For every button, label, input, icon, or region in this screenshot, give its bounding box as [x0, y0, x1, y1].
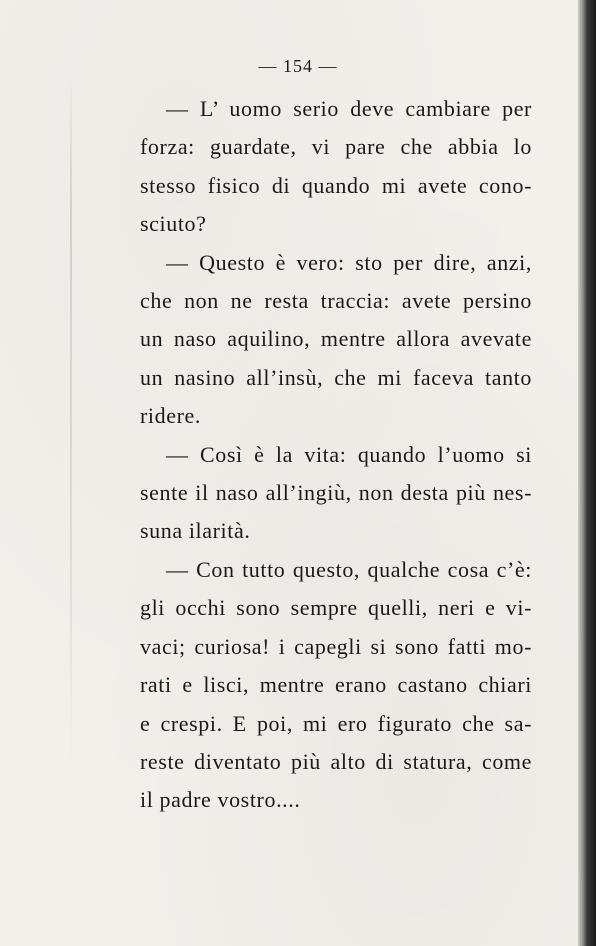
text-line: — L’ uomo serio deve cambiare per: [166, 96, 532, 121]
text-line: e crespi. E poi, mi ero figurato che sa-: [140, 710, 532, 736]
page-number: — 154 —: [258, 56, 338, 76]
text-line: — Con tutto questo, qualche cosa c’è:: [166, 556, 532, 582]
text-line: un nasino all’insù, che mi faceva tanto: [140, 364, 532, 390]
text-line: rati e lisci, mentre erano castano chiari: [140, 672, 532, 698]
text-line: forza: guardate, vi pare che abbia lo: [140, 134, 532, 160]
text-line: sente il naso all’ingiù, non desta più nes-: [140, 480, 532, 506]
text-line: vaci; curiosa! i capegli si sono fatti mo-: [140, 633, 532, 659]
body-text: [140, 90, 532, 820]
text-line: reste diventato più alto di statura, come: [140, 748, 532, 774]
text-line: suna ilarità.: [140, 518, 251, 544]
text-line: ridere.: [140, 403, 201, 429]
text-line: un naso aquilino, mentre allora avevate: [140, 326, 532, 352]
page-crease: [70, 70, 72, 770]
text-line: — Questo è vero: sto per dire, anzi,: [166, 249, 532, 275]
book-spine-edge: [578, 0, 596, 946]
text-line: gli occhi sono sempre quelli, neri e vi-: [140, 595, 532, 621]
text-line: — Così è la vita: quando l’uomo si: [166, 441, 532, 467]
text-line: che non ne resta traccia: avete persino: [140, 288, 532, 314]
text-line: stesso fisico di quando mi avete cono-: [140, 172, 532, 198]
text-line: il padre vostro....: [140, 787, 301, 813]
text-line: sciuto?: [140, 211, 207, 237]
